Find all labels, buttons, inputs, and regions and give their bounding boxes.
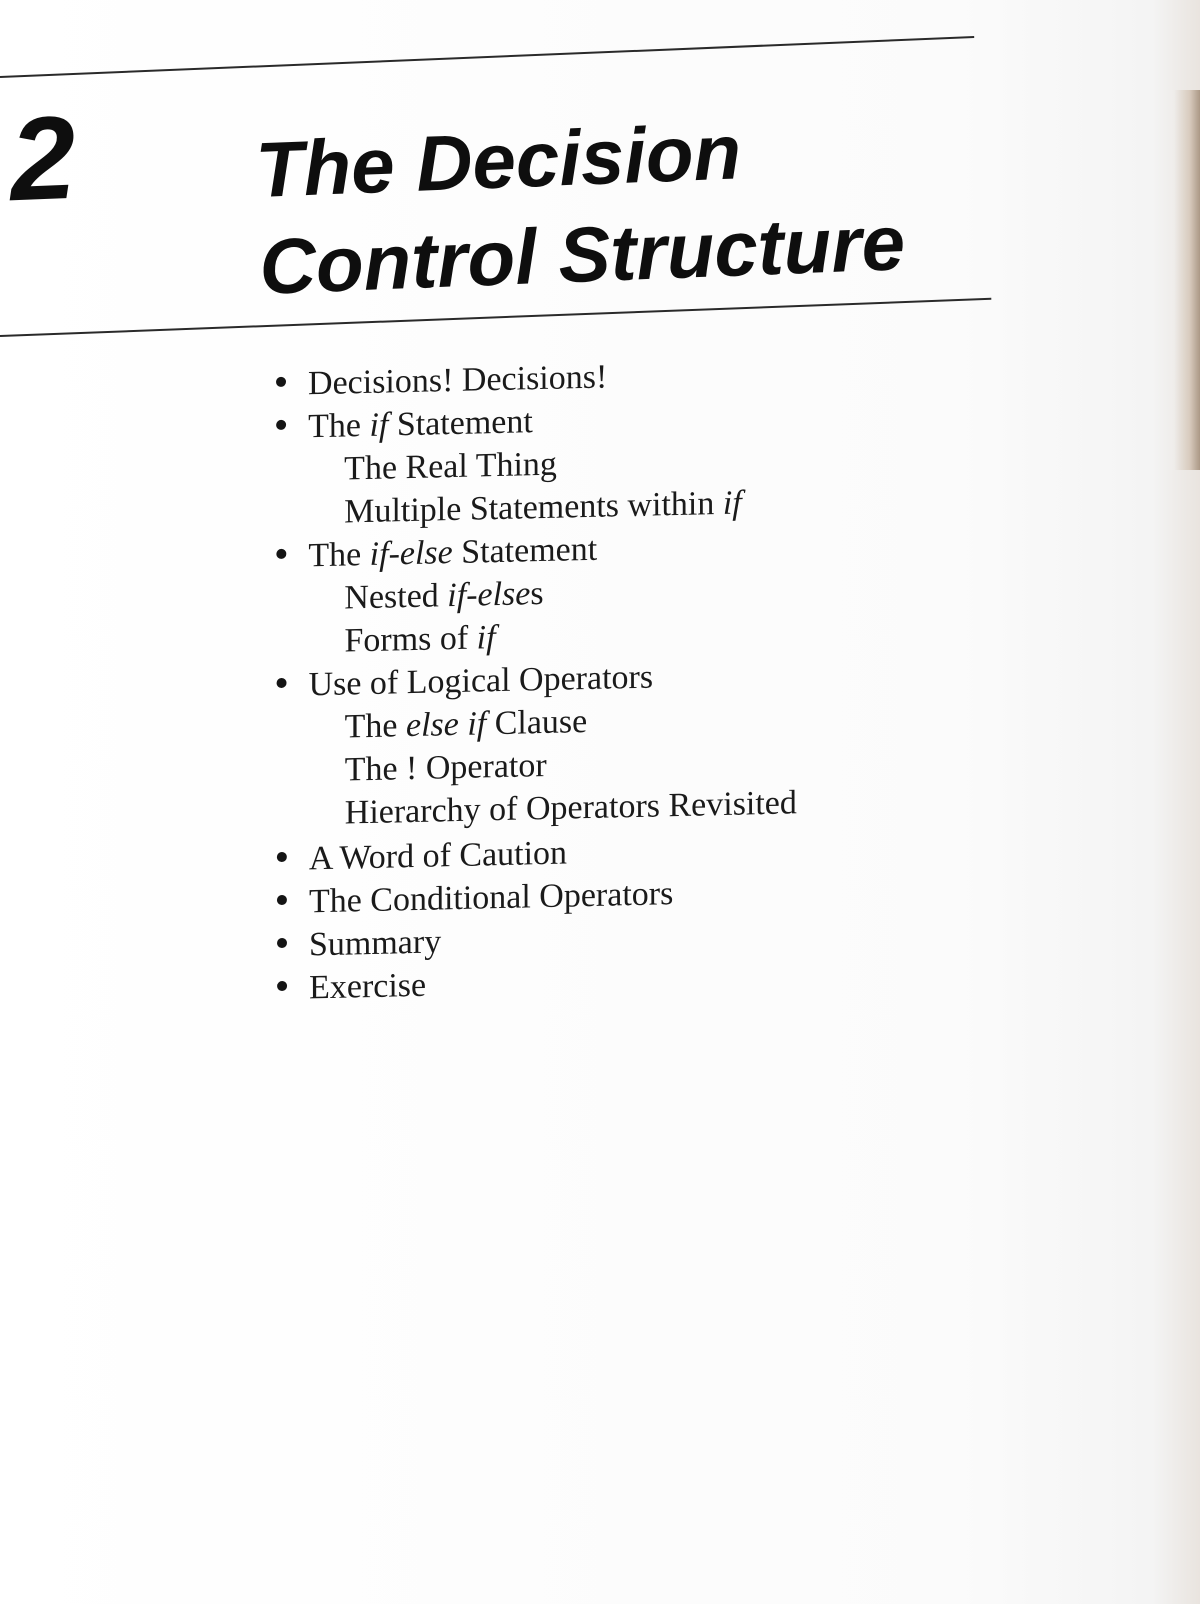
toc-section-label: Decisions! Decisions! — [307, 358, 608, 403]
toc-section-label: The if Statement — [308, 403, 533, 446]
bullet-icon — [276, 420, 286, 430]
toc-section-label: A Word of Caution — [308, 834, 568, 878]
chapter-title — [254, 97, 907, 316]
toc-subsection-label: Forms of if — [344, 619, 496, 660]
table-of-contents — [276, 354, 797, 1013]
top-rule — [0, 36, 974, 78]
toc-subsection-label: Multiple Statements within if — [344, 484, 742, 531]
bullet-icon — [277, 678, 287, 688]
bullet-icon — [276, 549, 286, 559]
toc-section-label: The Conditional Operators — [308, 875, 674, 921]
toc-subsection-label: Hierarchy of Operators Revisited — [344, 784, 797, 832]
chapter-title-line-1: The Decision — [254, 107, 743, 214]
chapter-number: 2 — [7, 91, 79, 227]
toc-section-label: Exercise — [309, 966, 427, 1007]
toc-subsection-label: The Real Thing — [344, 445, 557, 488]
bullet-icon — [277, 938, 287, 948]
toc-section-label: The if-else Statement — [308, 530, 598, 575]
bullet-icon — [277, 895, 287, 905]
toc-subsection-label: The ! Operator — [344, 746, 547, 789]
page-edge-shadow — [1174, 90, 1200, 470]
bullet-icon — [277, 981, 287, 991]
toc-section-label: Summary — [308, 923, 442, 964]
bullet-icon — [276, 377, 286, 387]
bullet-icon — [277, 852, 287, 862]
toc-subsection-label: The else if Clause — [344, 703, 588, 746]
toc-subsection-label: Nested if-elses — [344, 574, 544, 617]
toc-section-label: Use of Logical Operators — [308, 658, 654, 704]
chapter-title-line-2: Control Structure — [257, 198, 907, 311]
